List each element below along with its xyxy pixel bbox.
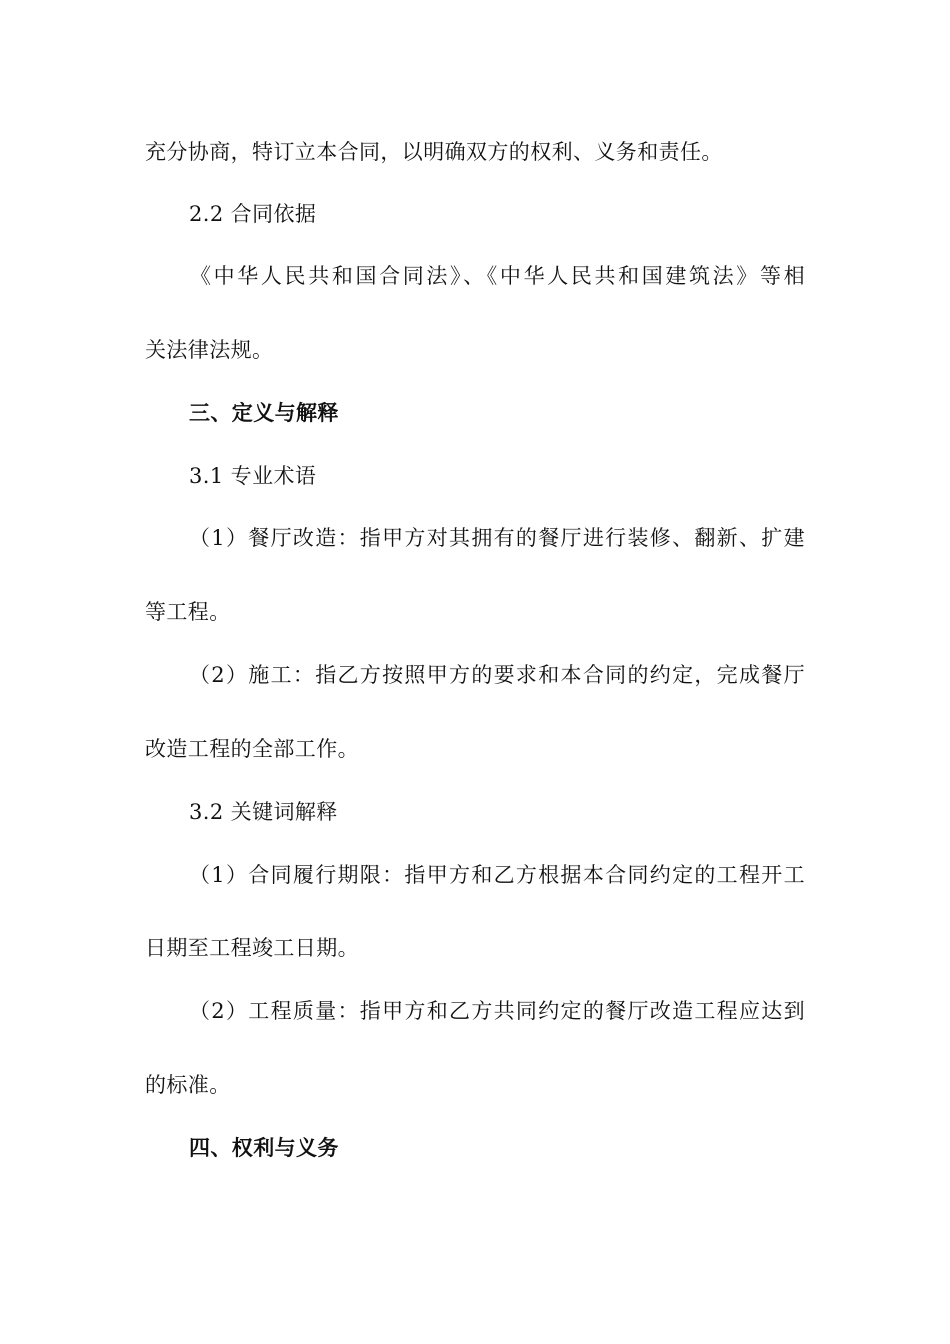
paragraph-line: 的标准。 (145, 1073, 231, 1097)
section-4-heading: 四、权利与义务 (189, 1135, 339, 1160)
section-3-2-title: 3.2 关键词解释 (189, 800, 338, 824)
paragraph-line: （2）工程质量：指甲方和乙方共同约定的餐厅改造工程应达到 (189, 999, 805, 1023)
paragraph-line: 等工程。 (145, 600, 231, 624)
section-3-1-title: 3.1 专业术语 (189, 464, 317, 488)
section-2-2-title: 2.2 合同依据 (189, 202, 317, 226)
paragraph-line: 日期至工程竣工日期。 (145, 936, 359, 960)
section-3-heading: 三、定义与解释 (189, 400, 339, 425)
paragraph-line: 《中华人民共和国合同法》、《中华人民共和国建筑法》等相 (190, 264, 805, 288)
paragraph-line: 充分协商，特订立本合同，以明确双方的权利、义务和责任。 (145, 140, 723, 164)
paragraph-line: （2）施工：指乙方按照甲方的要求和本合同的约定，完成餐厅 (189, 663, 805, 687)
paragraph-line: 改造工程的全部工作。 (145, 737, 359, 761)
paragraph-line: 关法律法规。 (145, 338, 274, 362)
paragraph-line: （1）餐厅改造：指甲方对其拥有的餐厅进行装修、翻新、扩建 (189, 526, 805, 550)
paragraph-line: （1）合同履行期限：指甲方和乙方根据本合同约定的工程开工 (189, 863, 805, 887)
